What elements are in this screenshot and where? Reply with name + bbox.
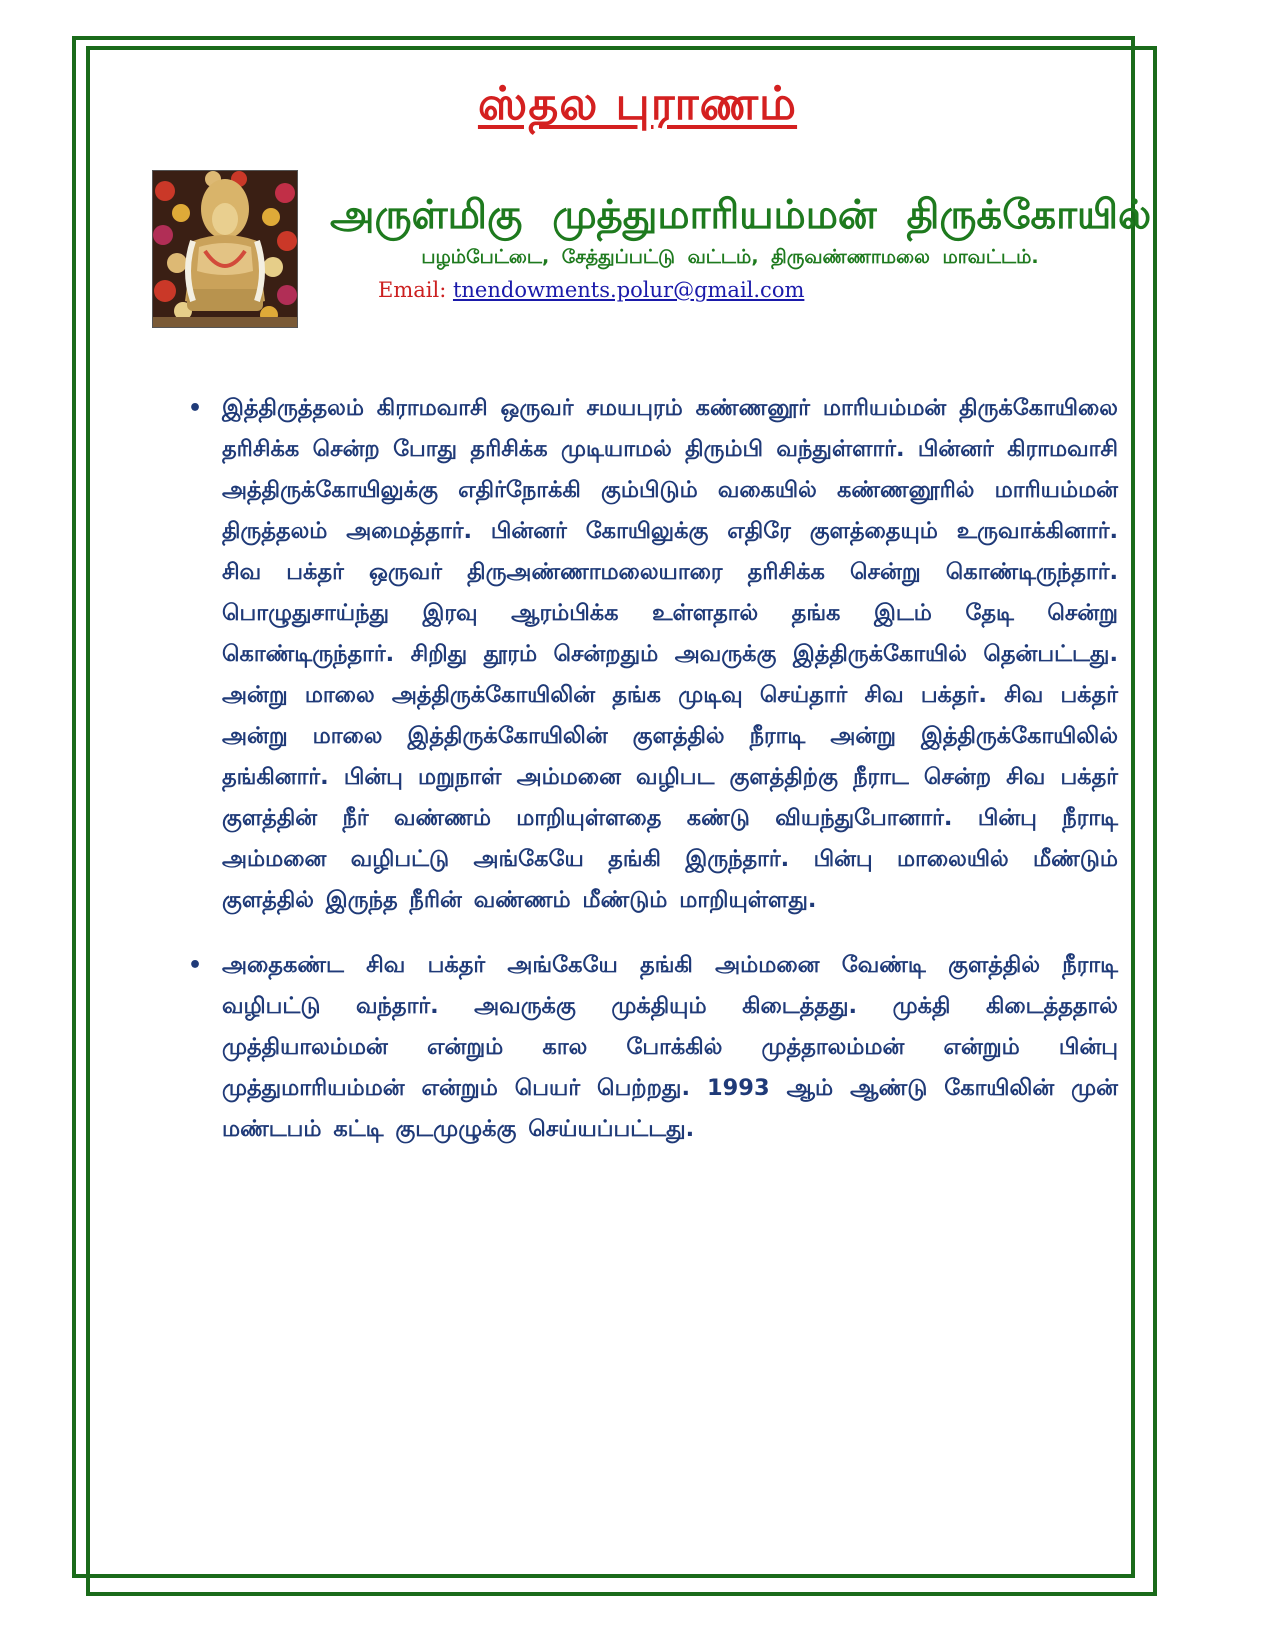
paragraph-text: இத்திருத்தலம் கிராமவாசி ஒருவர் சமயபுரம் கண்ணனூர் மாரியம்மன் திருக்கோயிலை தரிசிக்க சென்ற போது தரிசிக்க முடியாமல் திரும்பி வந்துள்ளார். பின்னர் கிராமவாசி அத்திருக்கோயிலுக்கு எதிர்நோக்கி கும்பிடும் வகையில் கண்ணனூரில் மாரியம்மன் திருத்தலம் அமைத்தார். பின்னர் கோயிலுக்கு எதிரே குளத்தையும் உருவாக்கினார். சிவ பக்தர் ஒருவர் திருஅண்ணாமலையாரை தரிசிக்க சென்று கொண்டிருந்தார். பொழுதுசாய்ந்து இரவு ஆரம்பிக்க உள்ளதால் தங்க இடம் தேடி சென்று கொண்டிருந்தார். சிறிது தூரம் சென்றதும் அவருக்கு இத்திருக்கோயில் தென்பட்டது. அன்று மாலை அத்திருக்கோயிலின் தங்க முடிவு செய்தார் சிவ பக்தர். சிவ பக்தர் அன்று மாலை இத்திருக்கோயிலின் குளத்தில் நீராடி அன்று இத்திருக்கோயிலில் தங்கினார். பின்பு மறுநாள் அம்மனை வழிபட குளத்திற்கு நீராட சென்ற சிவ பக்தர் குளத்தின் நீர் வண்ணம் மாறியுள்ளதை கண்டு வியந்துபோனார். பின்பு நீராடி அம்மனை வழிபட்டு அங்கேயே தங்கி இருந்தார். பின்பு மாலையில் மீண்டும் குளத்தில் இருந்த நீரின் வண்ணம் மீண்டும் மாறியுள்ளது. [222, 395, 1118, 913]
story-paragraph-2 [188, 945, 1118, 1150]
bullet-icon: • [188, 396, 203, 421]
email-line [378, 278, 804, 302]
email-link[interactable]: tnendowments.polur@gmail.com [452, 278, 805, 302]
paragraph-text: அதைகண்ட சிவ பக்தர் அங்கேயே தங்கி அம்மனை வேண்டி குளத்தில் நீராடி வழிபட்டு வந்தார். அவருக்கு முக்தியும் கிடைத்தது. முக்தி கிடைத்ததால் முத்தியாலம்மன் என்றும் கால போக்கில் முத்தாலம்மன் என்றும் பின்பு முத்துமாரியம்மன் என்றும் பெயர் பெற்றது. 1993 ஆம் ஆண்டு கோயிலின் முன் மண்டபம் கட்டி குடமுழுக்கு செய்யப்பட்டது. [222, 952, 1118, 1142]
story-content [188, 388, 1118, 1174]
bullet-icon: • [188, 953, 203, 978]
temple-name: அருள்மிகு முத்துமாரியம்மன் திருக்கோயில் [330, 192, 1152, 238]
email-label: Email: [378, 278, 447, 302]
temple-address: பழம்பேட்டை, சேத்துப்பட்டு வட்டம், திருவண்ணாமலை மாவட்டம். [421, 246, 1039, 268]
story-paragraph-1 [188, 388, 1118, 921]
deity-photo [152, 170, 298, 328]
page-heading: ஸ்தல புராணம் [477, 76, 798, 130]
